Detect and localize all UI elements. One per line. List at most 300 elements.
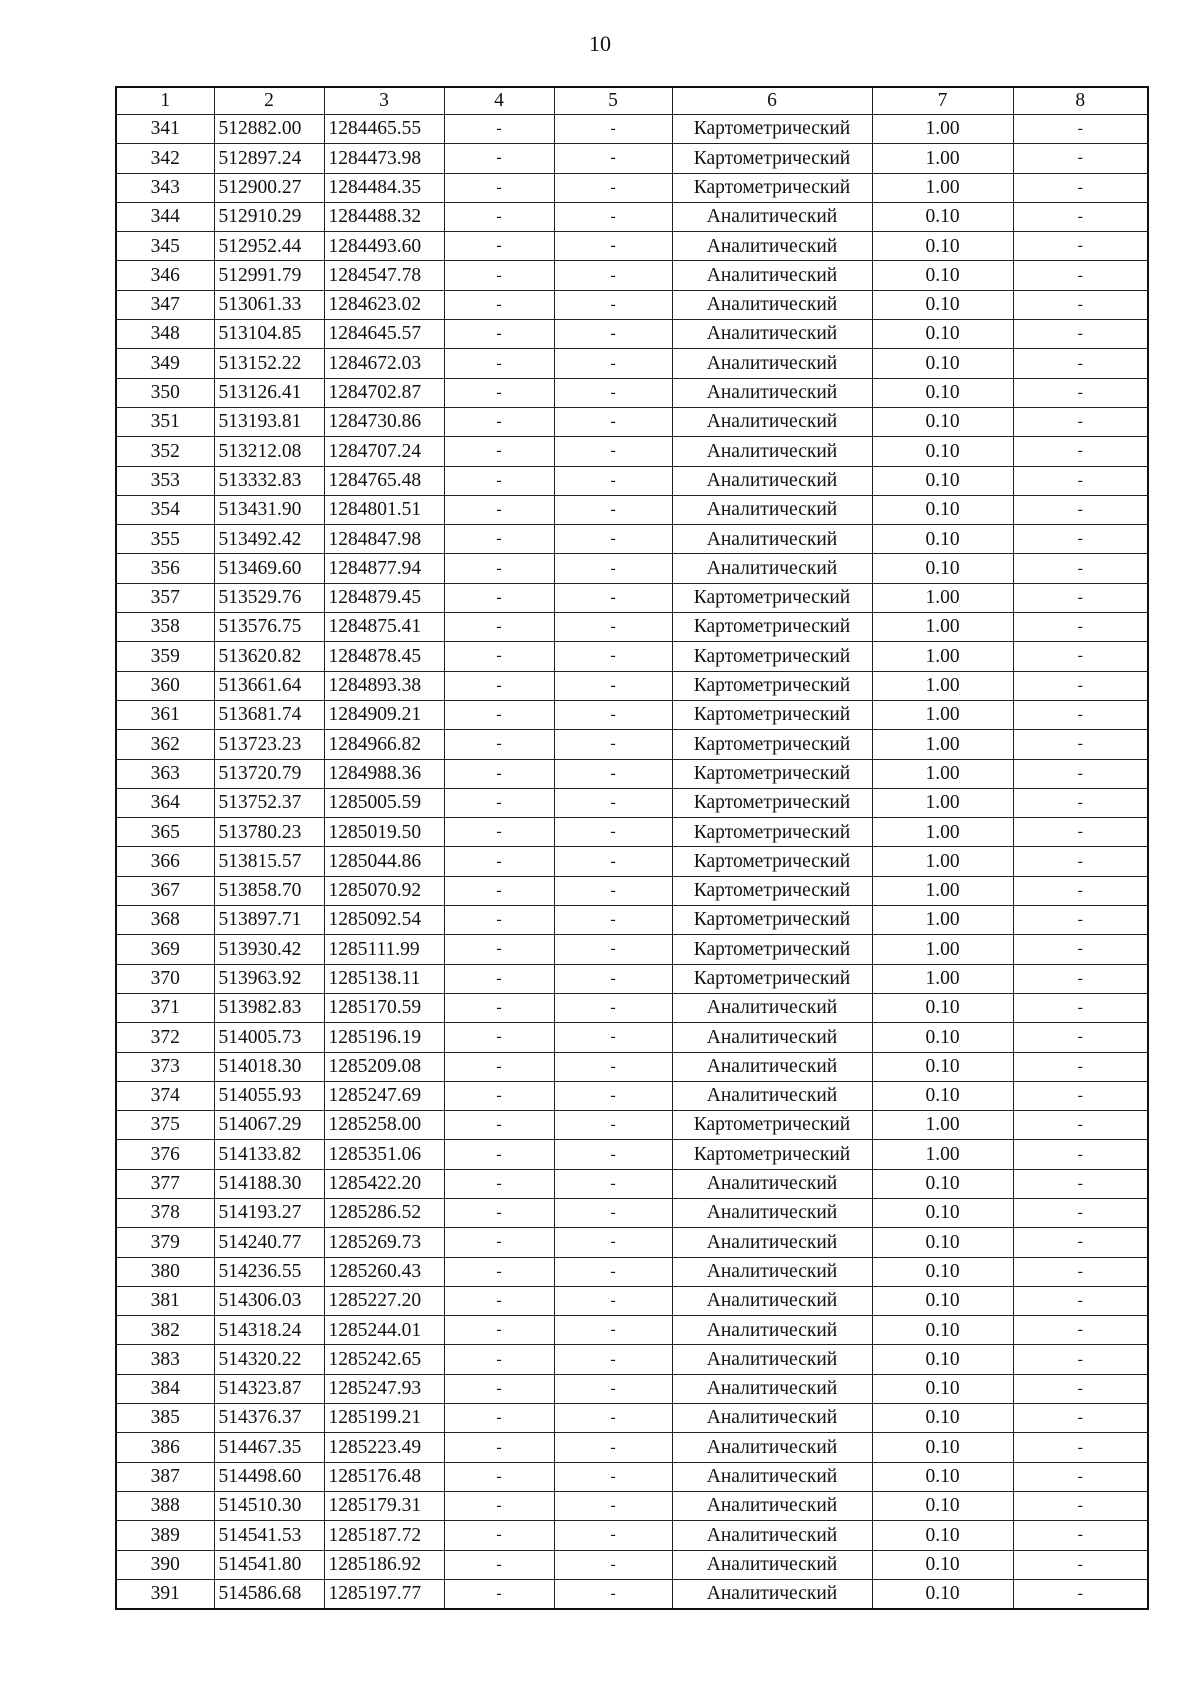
table-row: [116, 349, 1148, 378]
col-5-cell: -: [554, 1286, 672, 1315]
table-row: [116, 964, 1148, 993]
table-row: [116, 613, 1148, 642]
col-4-cell: -: [444, 320, 554, 349]
col-4-cell: -: [444, 993, 554, 1022]
table-row: [116, 554, 1148, 583]
y-coordinate-cell: 1284645.57: [324, 320, 444, 349]
method-cell: Аналитический: [672, 1404, 872, 1433]
col-4-cell: -: [444, 613, 554, 642]
accuracy-cell: 1.00: [872, 759, 1013, 788]
page-number: 10: [589, 31, 611, 56]
x-coordinate-cell: 514188.30: [214, 1169, 324, 1198]
accuracy-cell: 1.00: [872, 613, 1013, 642]
point-number-cell: 363: [116, 759, 214, 788]
accuracy-cell: 0.10: [872, 1198, 1013, 1227]
col-4-cell: -: [444, 818, 554, 847]
point-number-cell: 386: [116, 1433, 214, 1462]
method-cell: Аналитический: [672, 1374, 872, 1403]
col-8-cell: -: [1013, 642, 1148, 671]
col-8-cell: -: [1013, 437, 1148, 466]
table-row: [116, 495, 1148, 524]
x-coordinate-cell: 513061.33: [214, 290, 324, 319]
y-coordinate-cell: 1284484.35: [324, 173, 444, 202]
method-cell: Аналитический: [672, 407, 872, 436]
y-coordinate-cell: 1285044.86: [324, 847, 444, 876]
y-coordinate-cell: 1285351.06: [324, 1140, 444, 1169]
col-5-cell: -: [554, 1374, 672, 1403]
accuracy-cell: 0.10: [872, 1462, 1013, 1491]
method-cell: Картометрический: [672, 906, 872, 935]
col-4-cell: -: [444, 730, 554, 759]
table-row: [116, 1316, 1148, 1345]
x-coordinate-cell: 513752.37: [214, 788, 324, 817]
accuracy-cell: 0.10: [872, 1052, 1013, 1081]
col-8-cell: -: [1013, 1491, 1148, 1520]
x-coordinate-cell: 513963.92: [214, 964, 324, 993]
accuracy-cell: 0.10: [872, 1228, 1013, 1257]
point-number-cell: 384: [116, 1374, 214, 1403]
accuracy-cell: 0.10: [872, 261, 1013, 290]
col-4-cell: -: [444, 876, 554, 905]
x-coordinate-cell: 512882.00: [214, 115, 324, 144]
point-number-cell: 343: [116, 173, 214, 202]
col-8-cell: -: [1013, 495, 1148, 524]
table-row: [116, 261, 1148, 290]
col-5-cell: -: [554, 1433, 672, 1462]
col-8-cell: -: [1013, 1198, 1148, 1227]
accuracy-cell: 1.00: [872, 671, 1013, 700]
col-8-cell: -: [1013, 554, 1148, 583]
point-number-cell: 370: [116, 964, 214, 993]
table-row: [116, 1433, 1148, 1462]
table-row: [116, 1052, 1148, 1081]
col-4-cell: -: [444, 1286, 554, 1315]
point-number-cell: 342: [116, 144, 214, 173]
table-row: [116, 759, 1148, 788]
method-cell: Аналитический: [672, 1462, 872, 1491]
point-number-cell: 373: [116, 1052, 214, 1081]
point-number-cell: 385: [116, 1404, 214, 1433]
col-4-cell: -: [444, 583, 554, 612]
x-coordinate-cell: 514067.29: [214, 1111, 324, 1140]
col-5-cell: -: [554, 935, 672, 964]
point-number-cell: 356: [116, 554, 214, 583]
col-5-cell: -: [554, 232, 672, 261]
accuracy-cell: 0.10: [872, 1257, 1013, 1286]
col-8-cell: -: [1013, 935, 1148, 964]
col-5-cell: -: [554, 349, 672, 378]
x-coordinate-cell: 514005.73: [214, 1023, 324, 1052]
accuracy-cell: 1.00: [872, 583, 1013, 612]
col-5-cell: -: [554, 378, 672, 407]
col-8-cell: -: [1013, 290, 1148, 319]
x-coordinate-cell: 514306.03: [214, 1286, 324, 1315]
x-coordinate-cell: 513332.83: [214, 466, 324, 495]
method-cell: Картометрический: [672, 964, 872, 993]
y-coordinate-cell: 1285223.49: [324, 1433, 444, 1462]
x-coordinate-cell: 513431.90: [214, 495, 324, 524]
point-number-cell: 374: [116, 1081, 214, 1110]
col-5-cell: -: [554, 700, 672, 729]
table-row: [116, 1491, 1148, 1520]
x-coordinate-cell: 513620.82: [214, 642, 324, 671]
point-number-cell: 352: [116, 437, 214, 466]
coordinates-table: [115, 86, 1149, 1610]
y-coordinate-cell: 1285258.00: [324, 1111, 444, 1140]
method-cell: Аналитический: [672, 202, 872, 231]
point-number-cell: 390: [116, 1550, 214, 1579]
col-5-cell: -: [554, 1140, 672, 1169]
x-coordinate-cell: 513469.60: [214, 554, 324, 583]
x-coordinate-cell: 513720.79: [214, 759, 324, 788]
col-4-cell: -: [444, 1169, 554, 1198]
col-4-cell: -: [444, 759, 554, 788]
accuracy-cell: 1.00: [872, 700, 1013, 729]
col-5-cell: -: [554, 261, 672, 290]
col-4-cell: -: [444, 1491, 554, 1520]
point-number-cell: 367: [116, 876, 214, 905]
col-5-cell: -: [554, 437, 672, 466]
col-4-cell: -: [444, 525, 554, 554]
method-cell: Картометрический: [672, 1140, 872, 1169]
x-coordinate-cell: 514018.30: [214, 1052, 324, 1081]
method-cell: Аналитический: [672, 320, 872, 349]
x-coordinate-cell: 513858.70: [214, 876, 324, 905]
col-5-cell: -: [554, 407, 672, 436]
method-cell: Аналитический: [672, 525, 872, 554]
table-row: [116, 788, 1148, 817]
point-number-cell: 371: [116, 993, 214, 1022]
y-coordinate-cell: 1284473.98: [324, 144, 444, 173]
col-8-cell: -: [1013, 320, 1148, 349]
col-5-cell: -: [554, 1023, 672, 1052]
x-coordinate-cell: 512910.29: [214, 202, 324, 231]
method-cell: Аналитический: [672, 993, 872, 1022]
accuracy-cell: 0.10: [872, 525, 1013, 554]
table-row: [116, 1023, 1148, 1052]
y-coordinate-cell: 1285242.65: [324, 1345, 444, 1374]
x-coordinate-cell: 514510.30: [214, 1491, 324, 1520]
method-cell: Картометрический: [672, 173, 872, 202]
table-row: [116, 232, 1148, 261]
point-number-cell: 388: [116, 1491, 214, 1520]
col-5-cell: -: [554, 1550, 672, 1579]
table-row: [116, 993, 1148, 1022]
col-8-cell: -: [1013, 1374, 1148, 1403]
method-cell: Аналитический: [672, 495, 872, 524]
x-coordinate-cell: 513193.81: [214, 407, 324, 436]
point-number-cell: 383: [116, 1345, 214, 1374]
column-header: 8: [1013, 87, 1148, 115]
table-row: [116, 115, 1148, 144]
x-coordinate-cell: 514318.24: [214, 1316, 324, 1345]
col-4-cell: -: [444, 847, 554, 876]
y-coordinate-cell: 1285111.99: [324, 935, 444, 964]
point-number-cell: 359: [116, 642, 214, 671]
col-5-cell: -: [554, 1491, 672, 1520]
table-row: [116, 1081, 1148, 1110]
accuracy-cell: 1.00: [872, 964, 1013, 993]
method-cell: Аналитический: [672, 1550, 872, 1579]
col-8-cell: -: [1013, 173, 1148, 202]
method-cell: Аналитический: [672, 261, 872, 290]
col-4-cell: -: [444, 173, 554, 202]
y-coordinate-cell: 1284547.78: [324, 261, 444, 290]
point-number-cell: 355: [116, 525, 214, 554]
accuracy-cell: 0.10: [872, 1374, 1013, 1403]
col-8-cell: -: [1013, 1140, 1148, 1169]
col-5-cell: -: [554, 1462, 672, 1491]
col-4-cell: -: [444, 495, 554, 524]
col-5-cell: -: [554, 730, 672, 759]
table-header-row: [116, 87, 1148, 115]
accuracy-cell: 1.00: [872, 788, 1013, 817]
method-cell: Картометрический: [672, 700, 872, 729]
col-8-cell: -: [1013, 583, 1148, 612]
method-cell: Картометрический: [672, 730, 872, 759]
method-cell: Картометрический: [672, 115, 872, 144]
y-coordinate-cell: 1284801.51: [324, 495, 444, 524]
col-5-cell: -: [554, 554, 672, 583]
point-number-cell: 360: [116, 671, 214, 700]
point-number-cell: 365: [116, 818, 214, 847]
method-cell: Аналитический: [672, 1345, 872, 1374]
accuracy-cell: 1.00: [872, 730, 1013, 759]
accuracy-cell: 0.10: [872, 232, 1013, 261]
col-8-cell: -: [1013, 818, 1148, 847]
point-number-cell: 353: [116, 466, 214, 495]
method-cell: Аналитический: [672, 290, 872, 319]
point-number-cell: 387: [116, 1462, 214, 1491]
x-coordinate-cell: 513930.42: [214, 935, 324, 964]
table-row: [116, 583, 1148, 612]
col-5-cell: -: [554, 1081, 672, 1110]
column-header: 2: [214, 87, 324, 115]
x-coordinate-cell: 514236.55: [214, 1257, 324, 1286]
x-coordinate-cell: 513780.23: [214, 818, 324, 847]
col-5-cell: -: [554, 993, 672, 1022]
x-coordinate-cell: 514240.77: [214, 1228, 324, 1257]
method-cell: Аналитический: [672, 1491, 872, 1520]
method-cell: Аналитический: [672, 1316, 872, 1345]
table-row: [116, 320, 1148, 349]
col-8-cell: -: [1013, 466, 1148, 495]
col-5-cell: -: [554, 671, 672, 700]
column-header: 6: [672, 87, 872, 115]
table-row: [116, 1521, 1148, 1550]
method-cell: Аналитический: [672, 1081, 872, 1110]
y-coordinate-cell: 1285247.69: [324, 1081, 444, 1110]
accuracy-cell: 0.10: [872, 466, 1013, 495]
accuracy-cell: 1.00: [872, 847, 1013, 876]
point-number-cell: 389: [116, 1521, 214, 1550]
accuracy-cell: 0.10: [872, 437, 1013, 466]
accuracy-cell: 1.00: [872, 935, 1013, 964]
table-row: [116, 466, 1148, 495]
method-cell: Аналитический: [672, 1023, 872, 1052]
col-4-cell: -: [444, 554, 554, 583]
y-coordinate-cell: 1284966.82: [324, 730, 444, 759]
x-coordinate-cell: 514541.80: [214, 1550, 324, 1579]
point-number-cell: 378: [116, 1198, 214, 1227]
x-coordinate-cell: 512900.27: [214, 173, 324, 202]
table-row: [116, 290, 1148, 319]
col-5-cell: -: [554, 876, 672, 905]
point-number-cell: 379: [116, 1228, 214, 1257]
col-4-cell: -: [444, 290, 554, 319]
col-4-cell: -: [444, 1257, 554, 1286]
table-row: [116, 1257, 1148, 1286]
table-row: [116, 378, 1148, 407]
col-5-cell: -: [554, 144, 672, 173]
method-cell: Аналитический: [672, 554, 872, 583]
table-row: [116, 1228, 1148, 1257]
x-coordinate-cell: 513126.41: [214, 378, 324, 407]
x-coordinate-cell: 513982.83: [214, 993, 324, 1022]
method-cell: Картометрический: [672, 818, 872, 847]
point-number-cell: 349: [116, 349, 214, 378]
table-row: [116, 202, 1148, 231]
y-coordinate-cell: 1284765.48: [324, 466, 444, 495]
accuracy-cell: 0.10: [872, 1316, 1013, 1345]
accuracy-cell: 1.00: [872, 876, 1013, 905]
method-cell: Аналитический: [672, 1257, 872, 1286]
point-number-cell: 376: [116, 1140, 214, 1169]
col-4-cell: -: [444, 906, 554, 935]
col-5-cell: -: [554, 115, 672, 144]
method-cell: Аналитический: [672, 1169, 872, 1198]
y-coordinate-cell: 1284875.41: [324, 613, 444, 642]
table-row: [116, 173, 1148, 202]
method-cell: Аналитический: [672, 232, 872, 261]
x-coordinate-cell: 513104.85: [214, 320, 324, 349]
col-5-cell: -: [554, 1521, 672, 1550]
col-5-cell: -: [554, 583, 672, 612]
col-8-cell: -: [1013, 1023, 1148, 1052]
x-coordinate-cell: 514193.27: [214, 1198, 324, 1227]
point-number-cell: 391: [116, 1579, 214, 1609]
point-number-cell: 345: [116, 232, 214, 261]
col-4-cell: -: [444, 1521, 554, 1550]
point-number-cell: 366: [116, 847, 214, 876]
method-cell: Картометрический: [672, 671, 872, 700]
table-row: [116, 935, 1148, 964]
method-cell: Картометрический: [672, 583, 872, 612]
table-row: [116, 437, 1148, 466]
method-cell: Аналитический: [672, 1286, 872, 1315]
x-coordinate-cell: 514133.82: [214, 1140, 324, 1169]
method-cell: Аналитический: [672, 466, 872, 495]
x-coordinate-cell: 512991.79: [214, 261, 324, 290]
accuracy-cell: 0.10: [872, 1521, 1013, 1550]
point-number-cell: 348: [116, 320, 214, 349]
point-number-cell: 377: [116, 1169, 214, 1198]
point-number-cell: 362: [116, 730, 214, 759]
col-4-cell: -: [444, 935, 554, 964]
point-number-cell: 357: [116, 583, 214, 612]
table-row: [116, 671, 1148, 700]
col-4-cell: -: [444, 466, 554, 495]
col-4-cell: -: [444, 232, 554, 261]
col-4-cell: -: [444, 1052, 554, 1081]
col-5-cell: -: [554, 759, 672, 788]
method-cell: Аналитический: [672, 1228, 872, 1257]
col-8-cell: -: [1013, 1521, 1148, 1550]
col-8-cell: -: [1013, 1228, 1148, 1257]
col-4-cell: -: [444, 642, 554, 671]
point-number-cell: 375: [116, 1111, 214, 1140]
table-row: [116, 1169, 1148, 1198]
table-row: [116, 525, 1148, 554]
accuracy-cell: 0.10: [872, 1579, 1013, 1609]
col-4-cell: -: [444, 1140, 554, 1169]
accuracy-cell: 0.10: [872, 1550, 1013, 1579]
col-5-cell: -: [554, 1169, 672, 1198]
accuracy-cell: 0.10: [872, 1491, 1013, 1520]
col-8-cell: -: [1013, 1462, 1148, 1491]
method-cell: Аналитический: [672, 1198, 872, 1227]
col-4-cell: -: [444, 964, 554, 993]
table-row: [116, 1286, 1148, 1315]
table-row: [116, 1462, 1148, 1491]
x-coordinate-cell: 513661.64: [214, 671, 324, 700]
point-number-cell: 381: [116, 1286, 214, 1315]
col-8-cell: -: [1013, 847, 1148, 876]
x-coordinate-cell: 513529.76: [214, 583, 324, 612]
y-coordinate-cell: 1285019.50: [324, 818, 444, 847]
x-coordinate-cell: 514320.22: [214, 1345, 324, 1374]
y-coordinate-cell: 1284893.38: [324, 671, 444, 700]
col-8-cell: -: [1013, 1052, 1148, 1081]
y-coordinate-cell: 1284909.21: [324, 700, 444, 729]
accuracy-cell: 0.10: [872, 993, 1013, 1022]
y-coordinate-cell: 1285187.72: [324, 1521, 444, 1550]
accuracy-cell: 0.10: [872, 1023, 1013, 1052]
y-coordinate-cell: 1285227.20: [324, 1286, 444, 1315]
col-5-cell: -: [554, 1228, 672, 1257]
x-coordinate-cell: 513897.71: [214, 906, 324, 935]
x-coordinate-cell: 512897.24: [214, 144, 324, 173]
table-row: [116, 642, 1148, 671]
col-5-cell: -: [554, 964, 672, 993]
point-number-cell: 347: [116, 290, 214, 319]
col-8-cell: -: [1013, 115, 1148, 144]
x-coordinate-cell: 513576.75: [214, 613, 324, 642]
table-row: [116, 700, 1148, 729]
col-8-cell: -: [1013, 671, 1148, 700]
col-4-cell: -: [444, 378, 554, 407]
point-number-cell: 382: [116, 1316, 214, 1345]
accuracy-cell: 0.10: [872, 1404, 1013, 1433]
col-8-cell: -: [1013, 1169, 1148, 1198]
table-row: [116, 1345, 1148, 1374]
col-4-cell: -: [444, 1404, 554, 1433]
method-cell: Аналитический: [672, 378, 872, 407]
col-8-cell: -: [1013, 144, 1148, 173]
method-cell: Картометрический: [672, 613, 872, 642]
method-cell: Картометрический: [672, 642, 872, 671]
y-coordinate-cell: 1285197.77: [324, 1579, 444, 1609]
point-number-cell: 368: [116, 906, 214, 935]
method-cell: Картометрический: [672, 847, 872, 876]
table-row: [116, 906, 1148, 935]
col-5-cell: -: [554, 1111, 672, 1140]
y-coordinate-cell: 1285092.54: [324, 906, 444, 935]
col-4-cell: -: [444, 437, 554, 466]
point-number-cell: 354: [116, 495, 214, 524]
accuracy-cell: 0.10: [872, 407, 1013, 436]
y-coordinate-cell: 1285196.19: [324, 1023, 444, 1052]
